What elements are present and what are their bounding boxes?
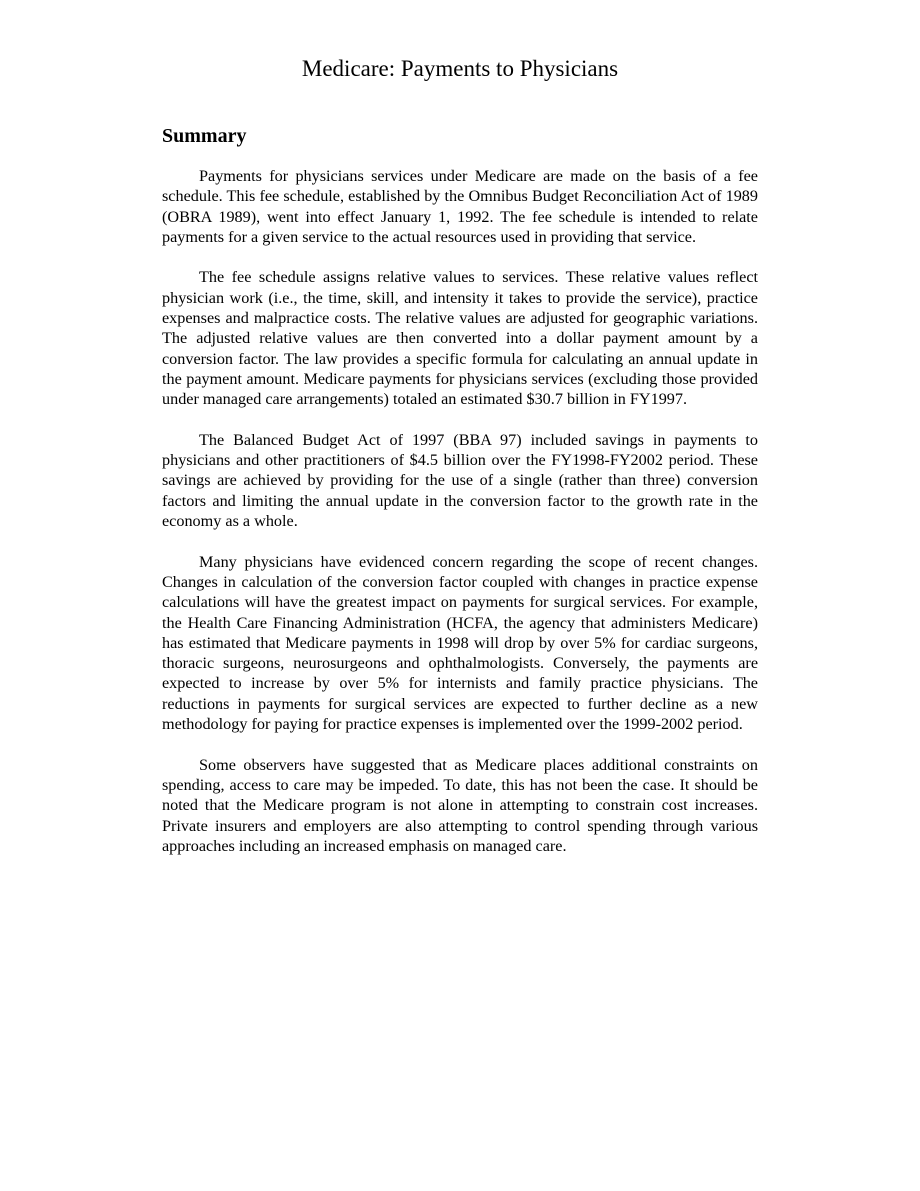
section-heading-summary: Summary [162,125,247,147]
paragraph-bba-97-savings: The Balanced Budget Act of 1997 (BBA 97) included savings in payments to physicians and other practitioners of $4.5 billion over the FY1998-FY2002 period. These savings are achieved by providing for the use of a single (rather than three) conversion factors and limiting the annual update in the conversion factor to the growth rate in the economy as a whole. [162,430,758,531]
paragraph-fee-schedule-basis: Payments for physicians services under Medicare are made on the basis of a fee schedule. This fee schedule, established by the Omnibus Budget Reconciliation Act of 1989 (OBRA 1989), went into effect January 1, 1992. The fee schedule is intended to relate payments for a given service to the actual resources used in providing that service. [162,167,758,246]
paragraph-relative-values: The fee schedule assigns relative values to services. These relative values reflect physician work (i.e., the time, skill, and intensity it takes to provide the service), practice expenses and malpractice costs. The relative values are adjusted for geographic variations. The adjusted relative values are then converted into a dollar payment amount by a conversion factor. The law provides a specific formula for calculating an annual update in the payment amount. Medicare payments for physicians services (excluding those provided under managed care arrangements) totaled an estimated $30.7 billion in FY1997. [162,268,758,409]
summary-body [162,166,758,876]
paragraph-physician-concerns: Many physicians have evidenced concern regarding the scope of recent changes. Changes in calculation of the conversion factor coupled with changes in practice expense calculations will have the greatest impact on payments for surgical services. For example, the Health Care Financing Administration (HCFA, the agency that administers Medicare) has estimated that Medicare payments in 1998 will drop by over 5% for cardiac surgeons, thoracic surgeons, neurosurgeons and ophthalmologists. Conversely, the payments are expected to increase by over 5% for internists and family practice physicians. The reductions in payments for surgical services are expected to further decline as a new methodology for paying for practice expenses is implemented over the 1999-2002 period. [162,552,758,734]
paragraph-access-to-care: Some observers have suggested that as Medicare places additional constraints on spending, access to care may be impeded. To date, this has not been the case. It should be noted that the Medicare program is not alone in attempting to constrain cost increases. Private insurers and employers are also attempting to control spending through various approaches including an increased emphasis on managed care. [162,755,758,855]
page-title: Medicare: Payments to Physicians [301,56,619,81]
